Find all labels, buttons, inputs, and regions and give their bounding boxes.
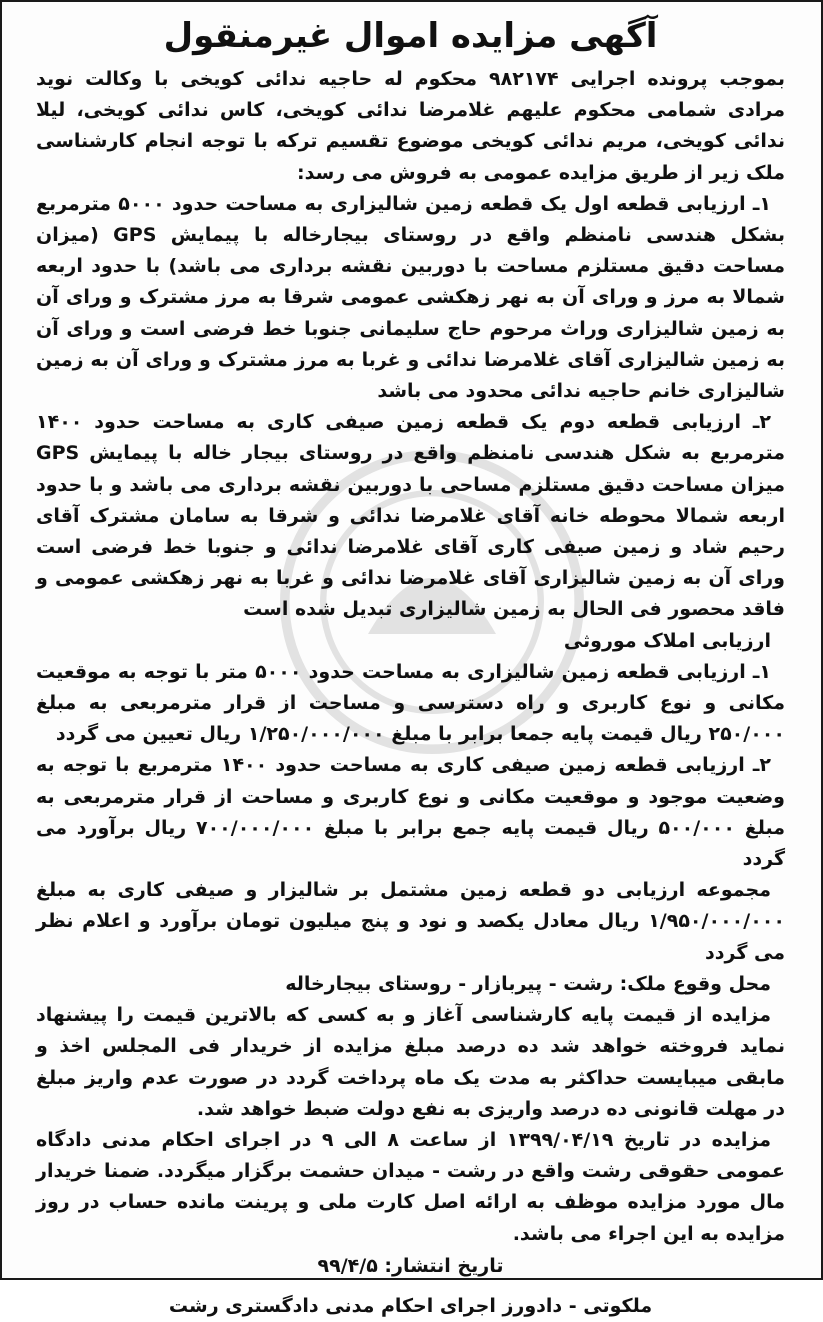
auction-terms-paragraph: مزایده از قیمت پایه کارشناسی آغاز و به کسی که بالاترین قیمت را پیشنهاد نماید فروخته خواهد شد ده درصد مبلغ مزایده از خریدار فی المجلس اخذ و مابقی میبایست حداکثر به مدت یک ماه پرداخت گردد در صورت عدم واریز مبلغ در مهلت قانونی ده درصد واریزی به نفع دولت ضبط خواهد شد. [36, 1004, 785, 1120]
property-location-line: محل وقوع ملک: رشت - پیربازار - روستای بیجارخاله [285, 972, 771, 995]
assessment-two-paragraph: ۲ـ ارزیابی قطعه زمین صیفی کاری به مساحت حدود ۱۴۰۰ مترمربع با توجه به وضعیت موجود و موقعیت مکانی و نوع کاربری و مساحت از قرار مترمربعی به مبلغ ۵۰۰/۰۰۰ ریال قیمت پایه جمع برابر با مبلغ ۷۰۰/۰۰۰/۰۰۰ ریال برآورد می گردد [36, 754, 785, 871]
signature-line: ملکوتی - دادورز اجرای احکام مدنی دادگستری رشت [168, 1294, 653, 1317]
parcel-two-paragraph: ۲ـ ارزیابی قطعه دوم یک قطعه زمین صیفی کاری به مساحت حدود ۱۴۰۰ مترمربع به شکل هندسی نامنظم واقع در روستای بیجار خاله با پیمایش GPS میزان مساحت دقیق مستلزم مساحی با دوربین نقشه برداری می باشد و با حدود اربعه شمالا محوطه خانه آقای غلامرضا ندائی و شرقا به سامان مشترک آقای رحیم شاد و زمین صیفی کاری آقای غلامرضا ندائی و جنوبا خط فرضی است ورای آن به زمین شالیزاری آقای غلامرضا ندائی و غربا به نهر زهکشی عمومی و فاقد محصور فی الحال به زمین شالیزاری تبدیل شده است [36, 411, 785, 621]
parcel-one-paragraph: ۱ـ ارزیابی قطعه اول یک قطعه زمین شالیزاری به مساحت حدود ۵۰۰۰ مترمربع بشکل هندسی نامنظم واقع در روستای بیجارخاله با پیمایش GPS (میزان مساحت دقیق مستلزم مساحت با دوربین نقشه برداری می باشد) با حدود اربعه شمالا به مرز و ورای آن به نهر زهکشی عمومی شرقا به مرز مشترک و ورای آن به زمین شالیزاری وراث مرحوم حاج سلیمانی جنوبا خط فرضی است و ورای آن به زمین شالیزاری آقای غلامرضا ندائی و غربا به مرز مشترک و ورای آن به زمین شالیزاری خانم حاجیه ندائی محدود می باشد [36, 192, 785, 403]
notice-body [36, 64, 785, 1250]
auction-date-paragraph: مزایده در تاریخ ۱۳۹۹/۰۴/۱۹ از ساعت ۸ الی ۹ در اجرای احکام مدنی دادگاه عمومی حقوقی رشت واقع در رشت - میدان حشمت برگزار میگردد. ضمنا خریدار مال مورد مزایده موظف به ارائه اصل کارت ملی و پرینت مانده حساب در روز مزایده به این اجراء می باشد. [36, 1128, 785, 1245]
notice-title: آگهی مزایده اموال غیرمنقول [163, 16, 658, 56]
total-assessment-paragraph: مجموعه ارزیابی دو قطعه زمین مشتمل بر شالیزار و صیفی کاری به مبلغ ۱/۹۵۰/۰۰۰/۰۰۰ ریال معادل یکصد و نود و پنج میلیون تومان برآورد و اعلام نظر می گردد [36, 879, 785, 964]
intro-paragraph: بموجب پرونده اجرایی ۹۸۲۱۷۴ محکوم له حاجیه ندائی کویخی با وکالت نوید مرادی شمامی محکوم علیهم غلامرضا ندائی کویخی، کاس ندائی کویخی، لیلا ندائی کویخی، مریم ندائی کویخی موضوع تقسیم ترکه با توجه انجام کارشناسی ملک زیر از طریق مزایده عمومی به فروش می رسد: [36, 68, 785, 184]
inherited-assessment-heading: ارزیابی املاک موروثی [563, 629, 771, 652]
assessment-one-paragraph: ۱ـ ارزیابی قطعه زمین شالیزاری به مساحت حدود ۵۰۰۰ متر با توجه به موقعیت مکانی و نوع کاربری و راه دسترسی و مساحت از قرار مترمربعی به مبلغ ۲۵۰/۰۰۰ ریال قیمت پایه جمعا برابر با مبلغ ۱/۲۵۰/۰۰۰/۰۰۰ ریال تعیین می گردد [36, 660, 785, 746]
publish-date: تاریخ انتشار: ۹۹/۴/۵ [317, 1254, 504, 1277]
